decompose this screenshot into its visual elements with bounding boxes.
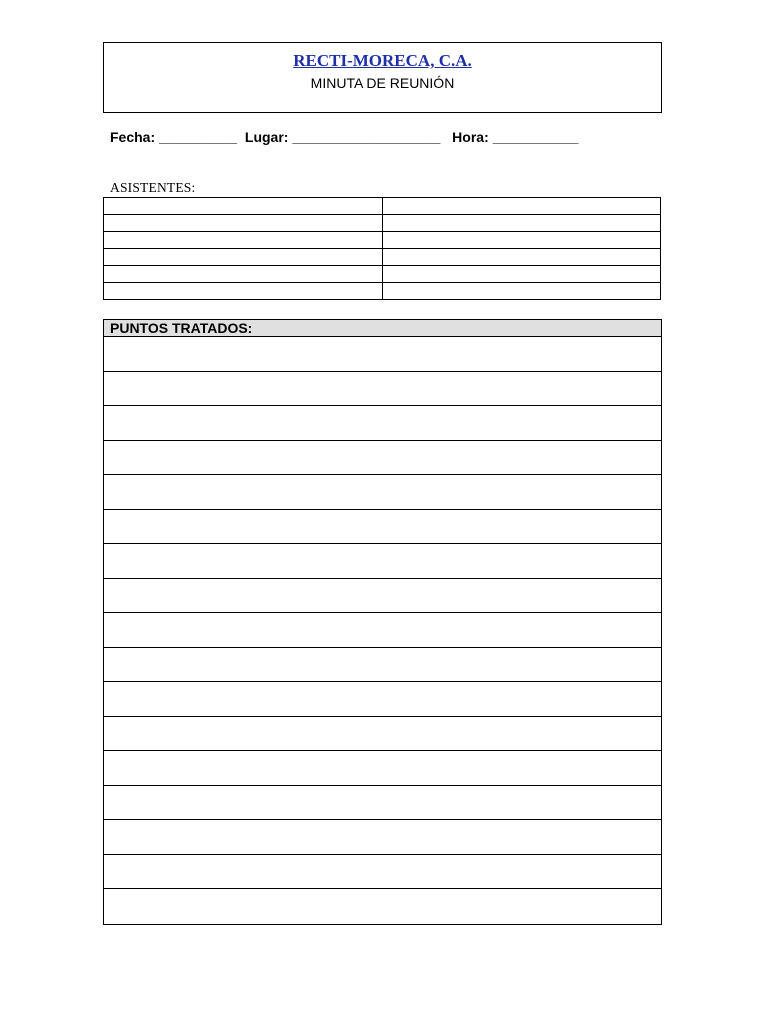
asistentes-row [104,266,661,283]
puntos-row[interactable] [104,682,661,717]
puntos-row[interactable] [104,751,661,786]
asistente-cell[interactable] [383,198,661,215]
fecha-field[interactable]: __________ [159,129,237,145]
puntos-tratados-table [103,319,662,925]
asistente-cell[interactable] [383,215,661,232]
meeting-info-line [110,129,582,145]
document-title: MINUTA DE REUNIÓN [310,75,455,91]
lugar-label: Lugar: [244,129,289,145]
puntos-row[interactable] [104,820,661,855]
puntos-row[interactable] [104,613,661,648]
puntos-row[interactable] [104,786,661,821]
puntos-row[interactable] [104,717,661,752]
asistente-cell[interactable] [104,198,383,215]
asistentes-row [104,283,661,300]
asistente-cell[interactable] [383,266,661,283]
asistentes-row [104,249,661,266]
asistente-cell[interactable] [104,232,383,249]
puntos-row[interactable] [104,406,661,441]
asistente-cell[interactable] [383,283,661,300]
fecha-label: Fecha: [110,129,156,145]
puntos-row[interactable] [104,544,661,579]
document-header [103,42,662,113]
asistente-cell[interactable] [383,249,661,266]
company-name: RECTI-MORECA, C.A. [293,51,472,70]
hora-label: Hora: [452,129,489,145]
asistente-cell[interactable] [104,283,383,300]
asistente-cell[interactable] [104,266,383,283]
puntos-row[interactable] [104,889,661,924]
hora-field[interactable]: ___________ [492,129,579,145]
asistentes-row [104,232,661,249]
puntos-row[interactable] [104,441,661,476]
asistentes-table [103,197,661,300]
asistente-cell[interactable] [104,215,383,232]
puntos-tratados-header: PUNTOS TRATADOS: [104,320,661,337]
asistentes-row [104,215,661,232]
asistentes-row [104,198,661,215]
asistente-cell[interactable] [383,232,661,249]
asistentes-label: ASISTENTES: [110,180,196,195]
puntos-row[interactable] [104,372,661,407]
puntos-row[interactable] [104,648,661,683]
puntos-row[interactable] [104,855,661,890]
puntos-row[interactable] [104,579,661,614]
puntos-row[interactable] [104,475,661,510]
puntos-row[interactable] [104,510,661,545]
puntos-row[interactable] [104,337,661,372]
asistente-cell[interactable] [104,249,383,266]
lugar-field[interactable]: ___________________ [292,129,441,145]
